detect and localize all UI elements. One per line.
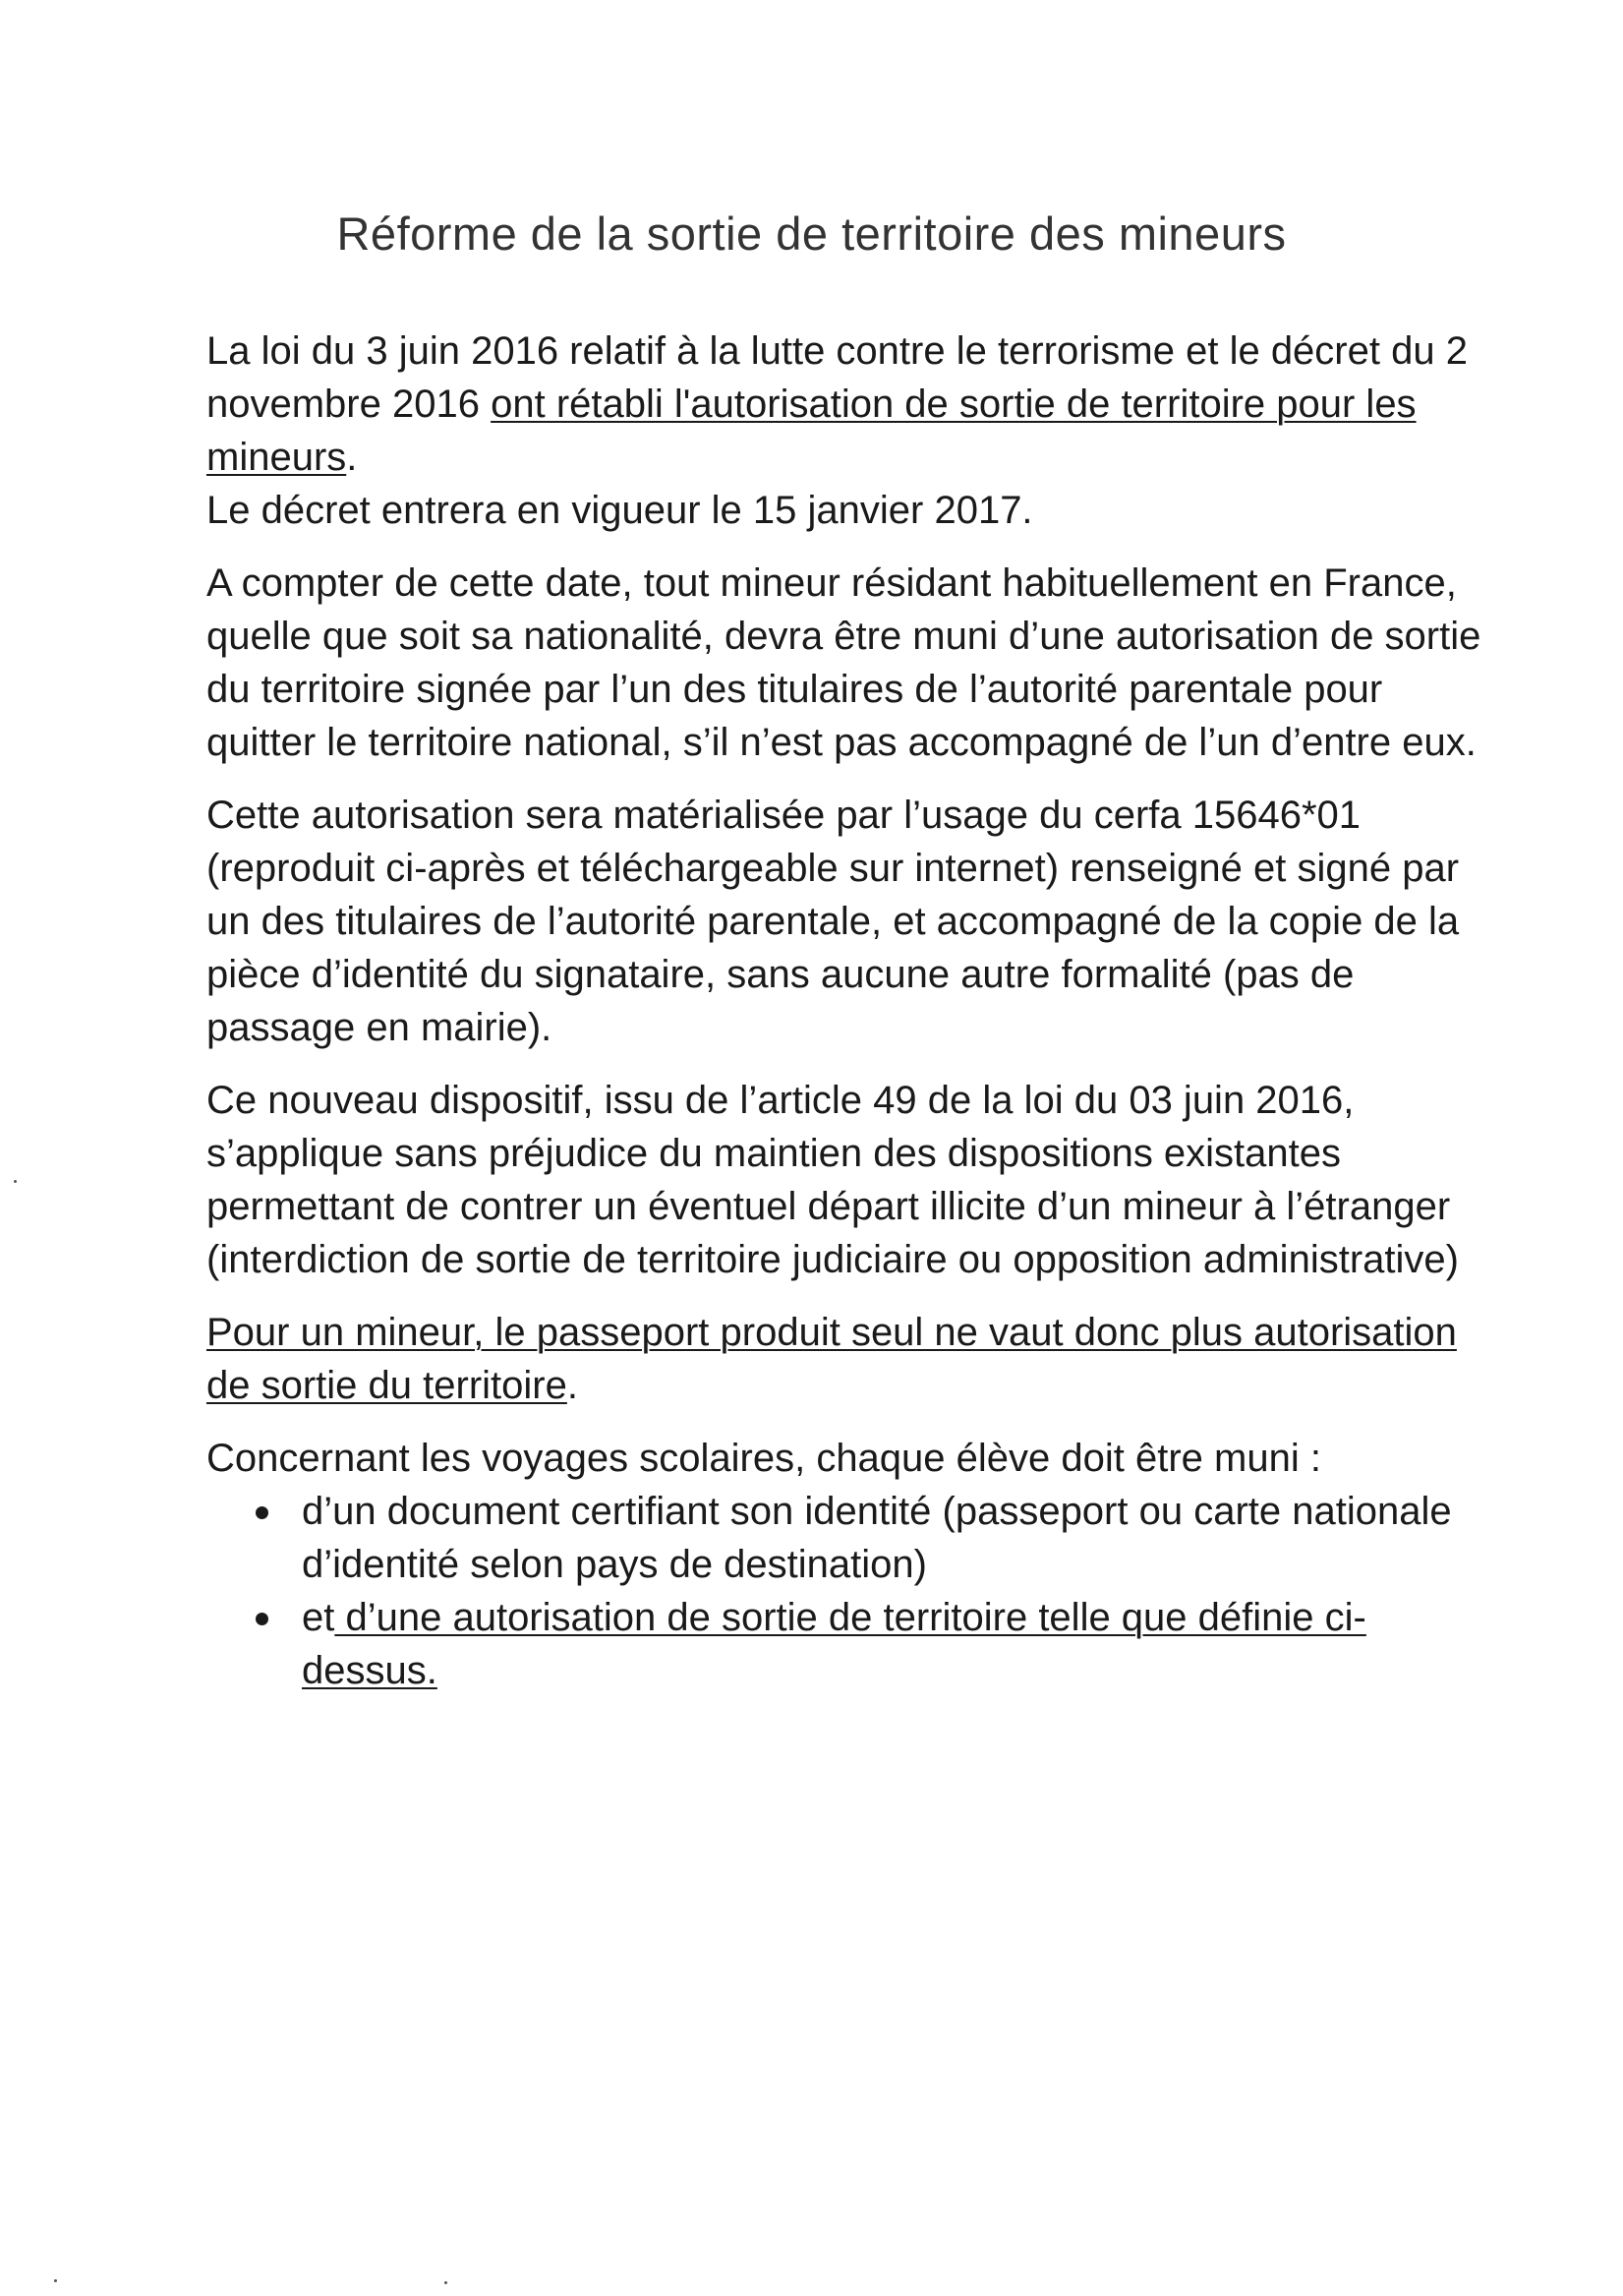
scan-speck <box>14 1180 17 1183</box>
page-title: Réforme de la sortie de territoire des mineurs <box>336 207 1287 260</box>
paragraph-law-intro: La loi du 3 juin 2016 relatif à la lutte contre le terrorisme et le décret du 2 novembre 2016 <box>206 329 1468 426</box>
list-item <box>206 1591 1484 1697</box>
document-body <box>206 324 1484 1697</box>
paragraph-cerfa: Cette autorisation sera matérialisée par l’usage du cerfa 15646*01 (reproduit ci-après et téléchargeable sur internet) renseigné et signé par un des titulaires de l’autorité parentale, et accompagné de la copie de la pièce d’identité du signataire, sans aucune autre formalité (pas de passage en mairie). <box>206 794 1460 1049</box>
list-item <box>206 1485 1484 1591</box>
paragraph-law-end: . <box>346 436 358 479</box>
bullet-icon <box>256 1506 268 1519</box>
scan-speck <box>444 2281 447 2284</box>
list-item-text: d’un document certifiant son identité (passeport ou carte nationale d’identité selon pays de destination) <box>302 1490 1452 1586</box>
paragraph-law-underlined: ont rétabli l'autorisation de sortie de territoire pour les mineurs <box>206 383 1417 479</box>
scan-speck <box>54 2279 57 2282</box>
paragraph-new-system: Ce nouveau dispositif, issu de l’article 49 de la loi du 03 juin 2016, s’applique sans préjudice du maintien des dispositions existantes permettant de contrer un éventuel départ illicite d’un mineur à l’étranger (interdiction de sortie de territoire judiciaire ou opposition administrative) <box>206 1079 1459 1281</box>
requirements-list <box>206 1485 1484 1697</box>
paragraph-school-trips: Concernant les voyages scolaires, chaque élève doit être muni : <box>206 1437 1321 1480</box>
list-item-text-start: et <box>302 1596 335 1639</box>
paragraph-law <box>206 324 1484 484</box>
paragraph-from-date: A compter de cette date, tout mineur résidant habituellement en France, quelle que soit sa nationalité, devra être muni d’une autorisation de sortie du territoire signée par l’un des titulaires de l’autorité parentale pour quitter le territoire national, s’il n’est pas accompagné de l’un d’entre eux. <box>206 561 1481 764</box>
paragraph-decree-date: Le décret entrera en vigueur le 15 janvier 2017. <box>206 489 1033 532</box>
paragraph-passport-end: . <box>566 1364 578 1407</box>
list-item-text-underlined: d’une autorisation de sortie de territoire telle que définie ci-dessus. <box>302 1596 1366 1692</box>
paragraph-passport <box>206 1306 1484 1412</box>
bullet-icon <box>256 1613 268 1625</box>
paragraph-passport-underlined: Pour un mineur, le passeport produit seul ne vaut donc plus autorisation de sortie du territoire <box>206 1311 1457 1407</box>
